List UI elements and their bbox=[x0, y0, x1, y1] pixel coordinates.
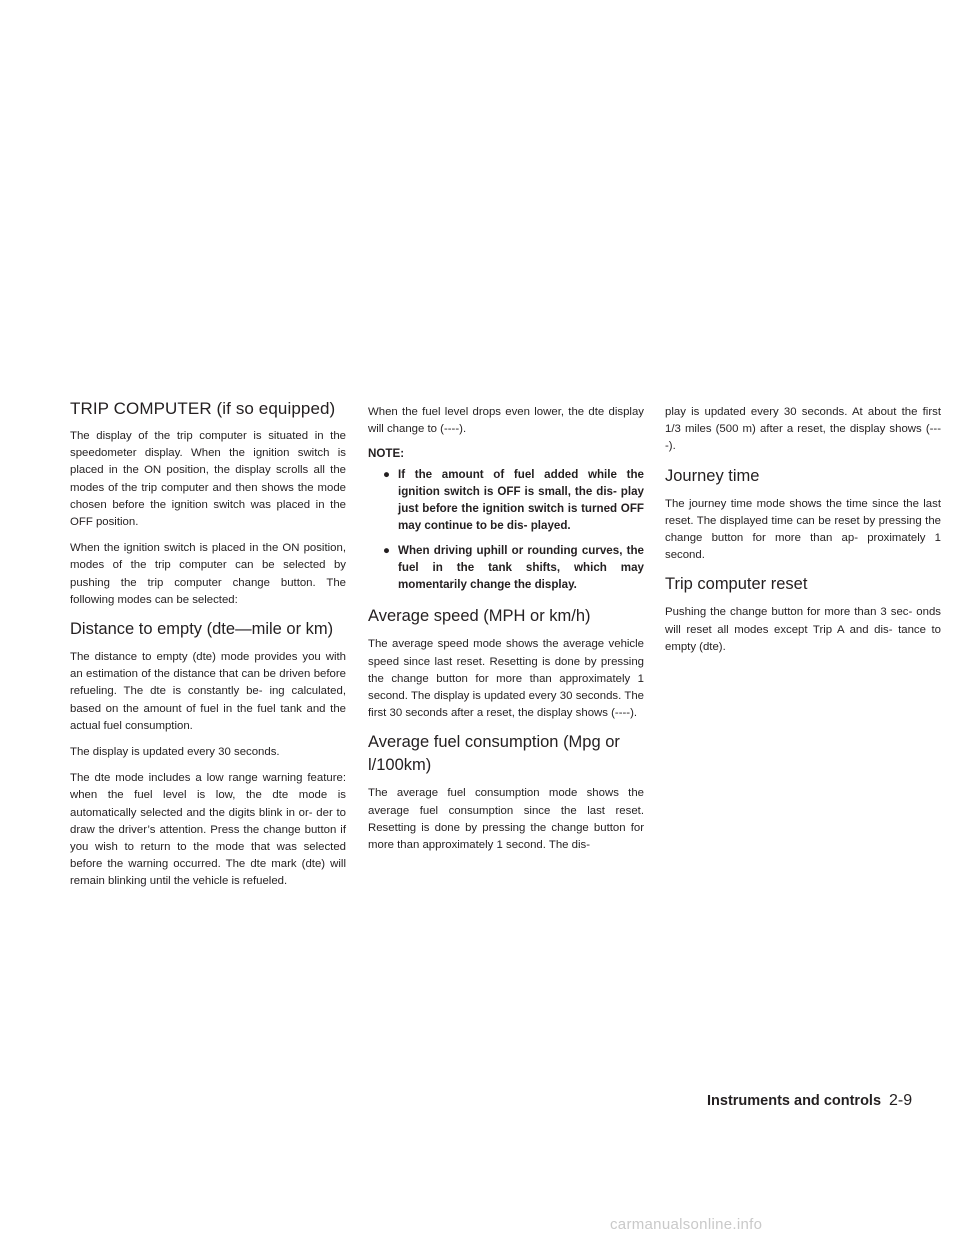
subheading-dte: Distance to empty (dte—mile or km) bbox=[70, 620, 334, 639]
subheading-average-fuel: Average fuel consumption (Mpg or l/100km) bbox=[368, 733, 620, 775]
page-number: 2-9 bbox=[889, 1092, 913, 1109]
page-footer bbox=[707, 1092, 913, 1110]
paragraph: play is updated every 30 seconds. At about the first 1/3 miles (500 m) after a reset, the display shows (----). bbox=[665, 406, 941, 453]
note-item bbox=[368, 466, 644, 534]
note-label: NOTE: bbox=[368, 447, 405, 461]
paragraph: When the fuel level drops even lower, the dte display will change to (----). bbox=[368, 406, 644, 436]
paragraph: The distance to empty (dte) mode provides you with an estimation of the distance that can be driven before refueling. The dte is constantly be- ing calculated, based on the amount of fuel in the fuel tank and the actual fuel consumption. bbox=[70, 651, 346, 732]
bullet-icon: ● bbox=[382, 544, 390, 558]
paragraph: The average speed mode shows the average vehicle speed since last reset. Resetting is done by pressing the change button for more than approximately 1 second. The display is updated every 30 seconds. The first 30 seconds after a reset, the display shows (----). bbox=[368, 638, 644, 720]
subheading-average-speed: Average speed (MPH or km/h) bbox=[368, 607, 591, 626]
subheading-trip-reset: Trip computer reset bbox=[665, 575, 808, 594]
watermark: carmanualsonline.info bbox=[610, 1216, 763, 1233]
paragraph: The dte mode includes a low range warning feature: when the fuel level is low, the dte mode is automatically selected and the digits blink in or- der to draw the driver’s attention. Press the change button if you wish to return to the mode that was selected before the warning occurred. The dte mark (dte) will remain blinking until the vehicle is refueled. bbox=[70, 772, 346, 888]
paragraph: When the ignition switch is placed in the ON position, modes of the trip computer can be selected by pushing the trip computer change button. The following modes can be selected: bbox=[70, 542, 346, 606]
paragraph: The display is updated every 30 seconds. bbox=[70, 746, 280, 759]
column-right bbox=[665, 404, 941, 665]
subheading-journey-time: Journey time bbox=[665, 466, 760, 485]
note-text: If the amount of fuel added while the ignition switch is OFF is small, the dis- play just before the ignition switch is turned OFF may continue to be dis- played. bbox=[398, 468, 644, 533]
note-text: When driving uphill or rounding curves, the fuel in the tank shifts, which may momentarily change the display. bbox=[398, 544, 644, 592]
column-left bbox=[70, 398, 346, 900]
column-middle bbox=[368, 404, 644, 863]
paragraph: The average fuel consumption mode shows the average fuel consumption since the last reset. Resetting is done by pressing the change button for more than approximately 1 second. The dis- bbox=[368, 787, 644, 852]
footer-section-title: Instruments and controls bbox=[707, 1093, 882, 1109]
paragraph: Pushing the change button for more than 3 sec- onds will reset all modes except Trip A and dis- tance to empty (dte). bbox=[665, 606, 941, 653]
paragraph: The journey time mode shows the time since the last reset. The displayed time can be reset by pressing the change button for more than ap- proximately 1 second. bbox=[665, 497, 941, 562]
note-item bbox=[368, 542, 644, 593]
paragraph: The display of the trip computer is situated in the speedometer display. When the ignition switch is placed in the ON position, the display scrolls all the modes of the trip computer and then shows the mode chosen before the ignition switch was placed in the OFF position. bbox=[70, 430, 346, 529]
note-list bbox=[368, 466, 644, 593]
section-title: TRIP COMPUTER (if so equipped) bbox=[70, 399, 336, 418]
bullet-icon: ● bbox=[382, 468, 390, 482]
